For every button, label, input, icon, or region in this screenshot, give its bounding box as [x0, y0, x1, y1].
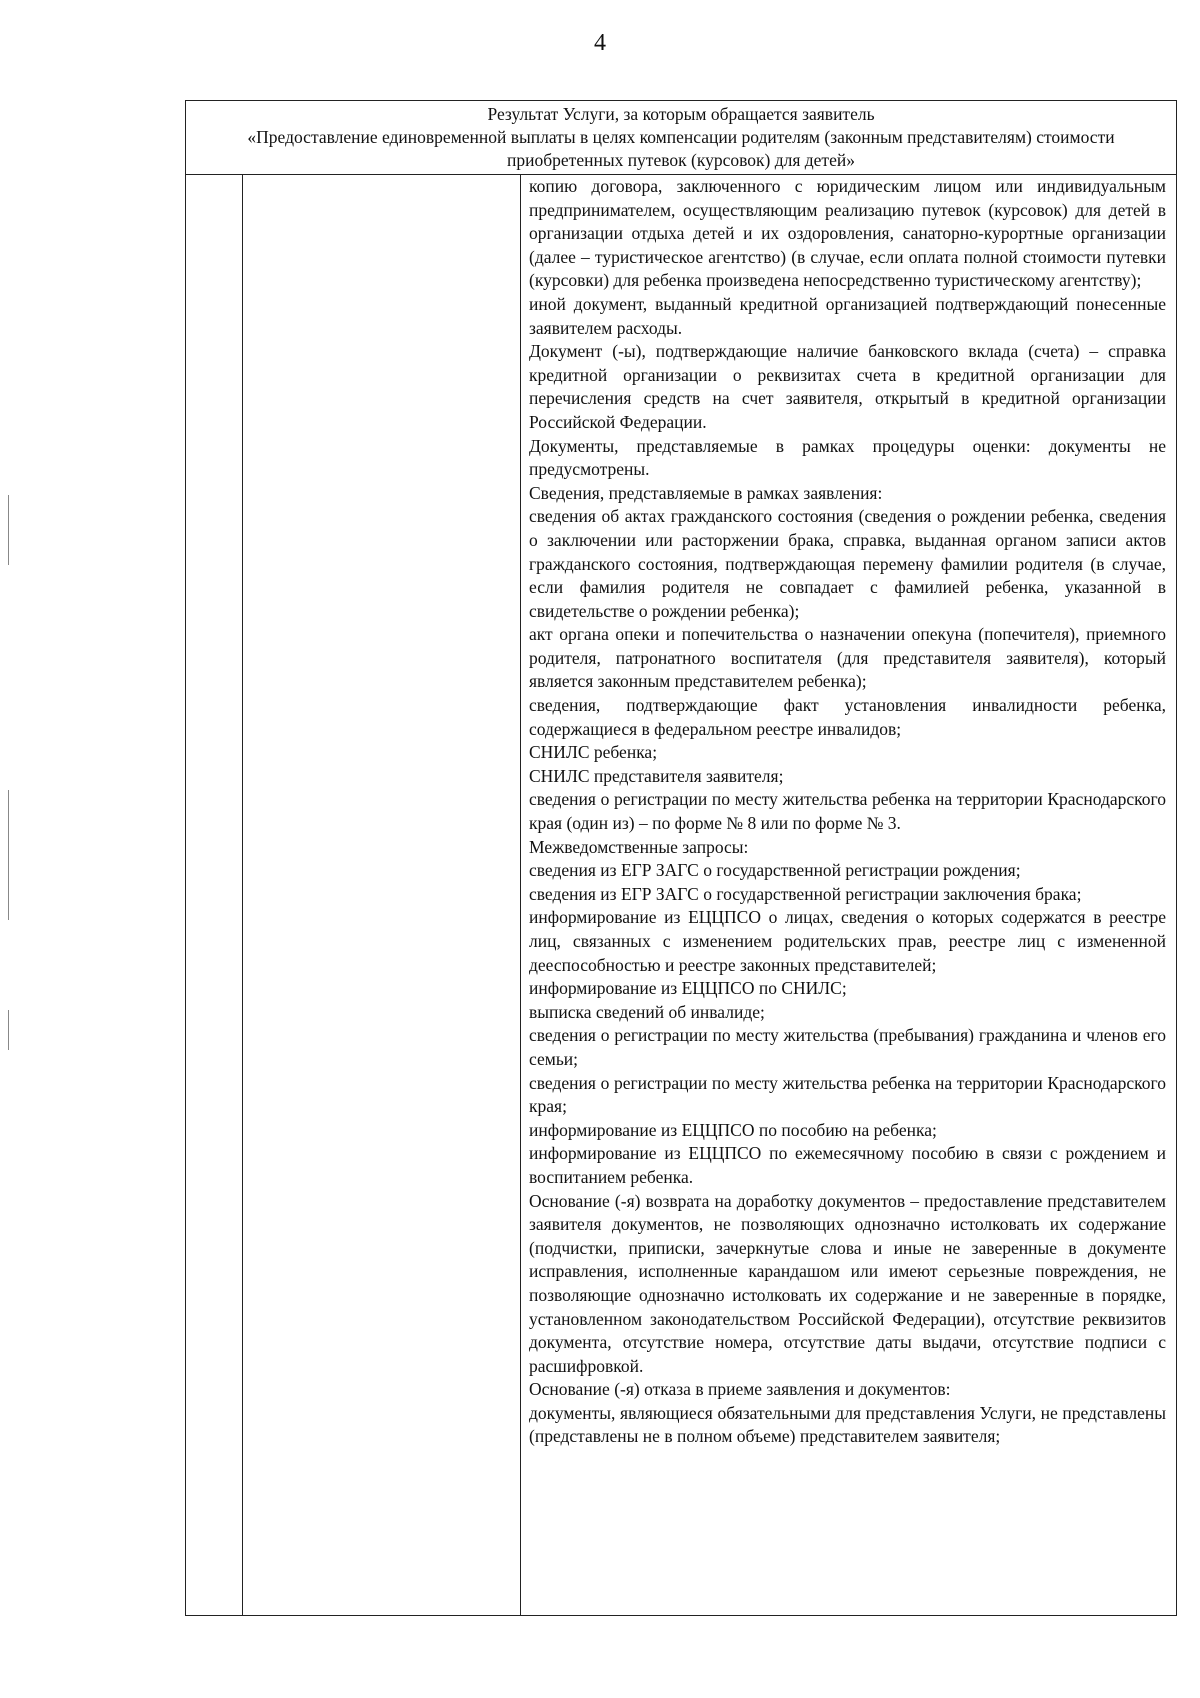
content-paragraph: Документы, представляемые в рамках процедуры оценки: документы не предусмотрены.: [529, 435, 1166, 480]
content-paragraph: СНИЛС ребенка;: [529, 742, 658, 763]
scan-margin-mark: [8, 1010, 9, 1050]
content-paragraph: Основание (-я) возврата на доработку документов – предоставление представителем заявителя документов, не позволяющих однозначно истолковать их содержание (подчистки, приписки, зачеркнутые слова и иные не заверенные в документе исправления, исполненные карандашом или имеют серьезные повреждения, не позволяющие однозначно истолковать их содержание и не заверенные в порядке, установленном законодательством Российской Федерации), отсутствие реквизитов документа, отсутствие номера, отсутствие даты выдачи, отсутствие подписи с расшифровкой.: [529, 1190, 1166, 1376]
content-paragraph: сведения из ЕГР ЗАГС о государственной регистрации заключения брака;: [529, 883, 1082, 904]
content-paragraph: копию договора, заключенного с юридическим лицом или индивидуальным предпринимателем, осуществляющим реализацию путевок (курсовок) для детей в организации отдыха детей и их оздоровления, санаторно-курортные организации (далее – туристическое агентство) (в случае, если оплата полной стоимости путевки (курсовки) для ребенка произведена непосредственно туристическому агентству);: [529, 176, 1166, 291]
content-paragraph: сведения об актах гражданского состояния (сведения о рождении ребенка, сведения о заключении или расторжении брака, справка, выданная органом записи актов гражданского состояния, подтверждающая перемену фамилии родителя (в случае, если фамилия родителя не совпадает с фамилией ребенка, указанной в свидетельстве о рождении ребенка);: [529, 506, 1166, 621]
content-paragraph: выписка сведений об инвалиде;: [529, 1001, 765, 1022]
table-column-content: [521, 175, 1176, 1615]
table-column-name: [243, 175, 521, 1615]
content-paragraph: документы, являющиеся обязательными для представления Услуги, не представлены (представлены не в полном объеме) представителем заявителя;: [529, 1402, 1166, 1447]
page-number: 4: [594, 30, 606, 56]
scan-margin-mark: [8, 790, 9, 920]
content-paragraph: информирование из ЕЦЦПСО по пособию на ребенка;: [529, 1119, 937, 1140]
content-paragraph: Сведения, представляемые в рамках заявления:: [529, 482, 883, 503]
content-paragraph: сведения из ЕГР ЗАГС о государственной регистрации рождения;: [529, 860, 1021, 881]
content-paragraph: сведения о регистрации по месту жительства (пребывания) гражданина и членов его семьи;: [529, 1025, 1166, 1069]
content-paragraph: Документ (-ы), подтверждающие наличие банковского вклада (счета) – справка кредитной организации о реквизитах счета в кредитной организации для перечисления средств на счет заявителя, открытый в кредитной организации Российской Федерации.: [529, 341, 1166, 432]
content-paragraph: Межведомственные запросы:: [529, 836, 749, 857]
content-paragraph: информирование из ЕЦЦПСО по СНИЛС;: [529, 978, 847, 999]
content-paragraph: информирование из ЕЦЦПСО о лицах, сведения о которых содержатся в реестре лиц, связанных с изменением родительских прав, реестре лиц с измененной дееспособностью и реестре законных представителей;: [529, 907, 1166, 975]
content-paragraph: сведения, подтверждающие факт установления инвалидности ребенка, содержащиеся в федеральном реестре инвалидов;: [529, 695, 1166, 739]
content-paragraph: иной документ, выданный кредитной организацией подтверждающий понесенные заявителем расходы.: [529, 293, 1166, 338]
content-paragraph: Основание (-я) отказа в приеме заявления и документов:: [529, 1379, 951, 1400]
content-paragraph: акт органа опеки и попечительства о назначении опекуна (попечителя), приемного родителя, патронатного воспитателя (для представителя заявителя), который является законным представителем ребенка);: [529, 624, 1166, 692]
content-paragraph: сведения о регистрации по месту жительства ребенка на территории Краснодарского края;: [529, 1072, 1166, 1117]
result-table: [185, 100, 1177, 1616]
table-header-title: Результат Услуги, за которым обращается заявитель: [487, 104, 875, 124]
table-header: [186, 101, 1176, 175]
content-paragraph: сведения о регистрации по месту жительства ребенка на территории Краснодарского края (один из) – по форме № 8 или по форме № 3.: [529, 789, 1166, 834]
table-header-service-name: «Предоставление единовременной выплаты в целях компенсации родителям (законным представителям) стоимости приобретенных путевок (курсовок) для детей»: [247, 127, 1115, 170]
content-paragraph: информирование из ЕЦЦПСО по ежемесячному пособию в связи с рождением и воспитанием ребенка.: [529, 1143, 1166, 1187]
table-body: [186, 175, 1176, 1615]
scan-margin-mark: [8, 495, 9, 565]
table-column-number: [186, 175, 243, 1615]
content-paragraph: СНИЛС представителя заявителя;: [529, 765, 784, 786]
